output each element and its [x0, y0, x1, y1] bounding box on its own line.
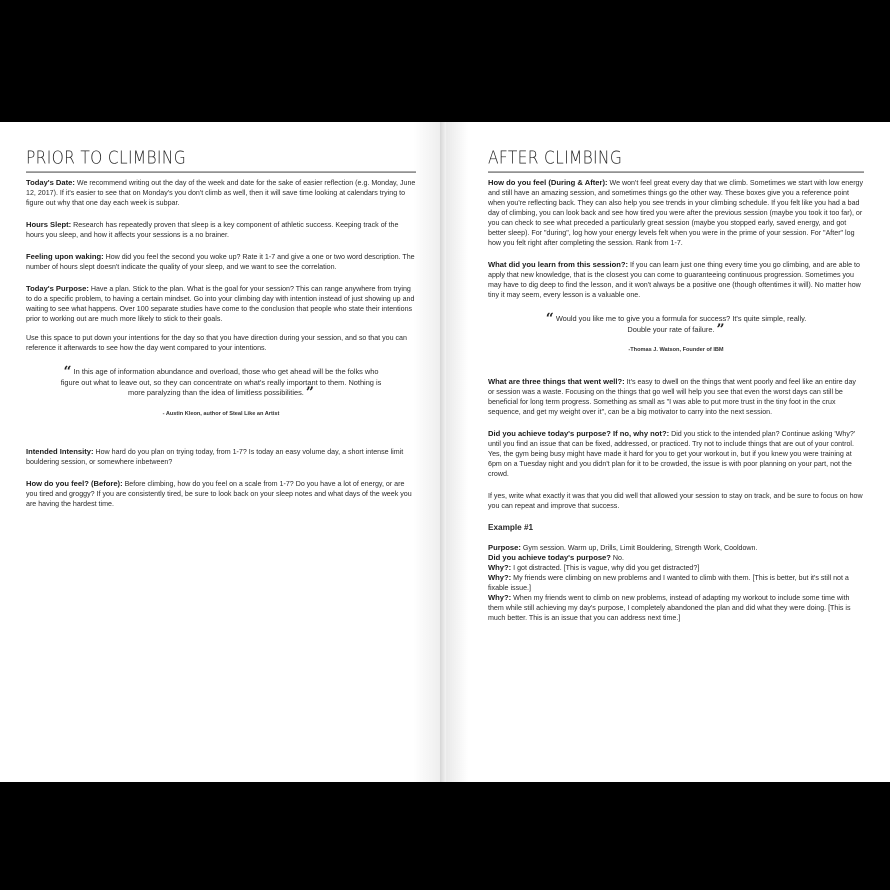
example-text: Gym session. Warm up, Drills, Limit Bouldering, Strength Work, Cooldown. [520, 544, 758, 552]
section-text: How did you feel the second you woke up? Rate it 1-7 and give a one or two word description. The number of hours slept doesn't indicate the quality of your sleep, and we want to see the correlation. [26, 253, 415, 271]
quote-attribution: - Austin Kleon, author of Steal Like an Artist [162, 410, 280, 417]
example-text: My friends were climbing on new problems and I wanted to climb with them. [This is better, but it's still not a fixable issue.] [488, 574, 849, 592]
section-todays-purpose [26, 284, 416, 324]
paragraph: If yes, write what exactly it was that you did well that allowed your session to stay on track, and be sure to focus on how you can repeat and improve that success. [488, 492, 863, 510]
section-how-do-you-feel-during-after [488, 178, 864, 248]
example-label: Why?: [488, 563, 512, 572]
section-label: Intended Intensity: [26, 446, 94, 456]
example-line [488, 543, 864, 553]
section-three-things-went-well [488, 377, 864, 417]
example-text: I got distracted. [This is vague, why did you get distracted?] [511, 564, 700, 572]
section-text: Have a plan. Stick to the plan. What is the goal for your session? This can range anywhere from trying to do a specific problem, to having a certain mindset. Go into your climbing day with intention instead of just showing up and waiting to see what happens. Over 100 separate studies have come to the conclusion that people who state their intentions prior to working out are much more likely to stick to their goals. [26, 285, 415, 323]
example-text: When my friends went to climb on new problems, instead of adapting my workout to include some time with them while still achieving my day's purpose, I completely abandoned the plan and did what they were doing. [This is much better. This is an issue that you can address next time.] [488, 594, 851, 622]
open-quote-icon: “ [545, 311, 554, 327]
section-what-did-you-learn [488, 260, 864, 300]
section-label: Today's Date: [26, 178, 75, 187]
section-text: We won't feel great every day that we climb. Sometimes we start with low energy and still have an amazing session, and sometimes things go the other way. These boxes give you a reference point when you're reflecting back. They can also help you see trends in your climbing schedule. If you felt like you had a bad day of climbing, you can look back and see how tired you were after the previous session (maybe you took it too far), or you can check to see what preceded a particularly great session (maybe you stopped early, saved energy, and got better sleep). For "during", log how your energy levels felt when you were in the prime of your session. For "After" log how you felt right after completing the session. Rank from 1-7. [488, 179, 864, 247]
example-label: Why?: [488, 573, 512, 582]
example-line [488, 593, 864, 623]
left-content [26, 178, 416, 509]
section-label: Hours Slept: [26, 220, 72, 229]
quote-block [26, 364, 416, 401]
example-text: No. [610, 554, 624, 562]
section-label: What are three things that went well?: [488, 377, 625, 386]
section-label: How do you feel? (Before): [26, 478, 123, 488]
left-page [0, 122, 440, 782]
quote-text: Would you like me to give you a formula for success? It's quite simple, really. Double your rate of failure. [553, 314, 807, 334]
example-line [488, 563, 864, 573]
section-intended-intensity [26, 447, 416, 467]
section-did-you-achieve-purpose [488, 429, 864, 479]
right-page [446, 122, 890, 782]
example-heading: Example #1 [488, 523, 534, 532]
section-text: If you can learn just one thing every time you go climbing, and are able to apply that new knowledge, that is the closest you can come to guaranteeing continuous progression. Sometimes you may have to dig deep to find the lesson, and it won't always be a positive one (though oftentimes it will). No matter how tiny it may seem, every lesson is a valuable one. [488, 261, 861, 299]
example-block [488, 543, 864, 623]
paragraph: Use this space to put down your intentions for the day so that you have direction during your session, and so that you can reference it afterwards to see how the day went compared to your intentions. [26, 334, 407, 352]
quote-attribution: -Thomas J. Watson, Founder of IBM [628, 347, 724, 353]
section-text: We recommend writing out the day of the week and date for the sake of easier reflection (e.g. Monday, June 12, 2017). If it's easier to see that on Monday's you don't climb as well, then it will save time looking at calendars trying to figure out why that one day each week is subpar. [26, 179, 416, 207]
open-quote-icon: “ [63, 364, 72, 380]
book-spread [0, 122, 890, 782]
section-label: What did you learn from this session?: [488, 260, 629, 269]
example-line [488, 553, 864, 563]
section-text: Research has repeatedly proven that sleep is a key component of athletic success. Keeping track of the hours you sleep, and how it affects your sessions is a no brainer. [26, 221, 399, 239]
section-label: Did you achieve today's purpose? If no, why not?: [488, 429, 670, 438]
section-todays-date [26, 178, 416, 208]
section-label: Feeling upon waking: [26, 252, 104, 261]
example-label: Did you achieve today's purpose? [488, 553, 611, 562]
example-label: Purpose: [488, 543, 521, 552]
section-label: How do you feel (During & After): [488, 178, 608, 187]
section-text: Before climbing, how do you feel on a scale from 1-7? Do you have a lot of energy, or are you tired and groggy? If you are consistently tired, be sure to look back on your sleep notes and what days of the week you are having the hardest time. [26, 479, 412, 508]
section-text: It's easy to dwell on the things that went poorly and feel like an entire day or session was a waste. Focusing on the things that go well will help you see that even the worst days can still be beneficial for long term progress. Something as small as "I was able to put more trust in the tiny foot in the crux sequence, and get my weight over it", can be a big motivator to carry into the next session. [488, 378, 856, 416]
close-quote-icon: ” [305, 385, 314, 401]
section-text: Did you stick to the intended plan? Continue asking 'Why?' until you find an issue that can be fixed, addressed, or practiced. Try not to include things that are out of your control. Yes, the gym being busy might have made it hard for you to get your workout in, but if you knew you were training at 6pm on a Tuesday night and you didn't plan for it to be crowded, the issue is with poor planning on your part, not the crowd. [488, 430, 856, 478]
example-label: Why?: [488, 593, 512, 602]
section-purpose-extra [26, 333, 416, 353]
example-line [488, 573, 864, 593]
close-quote-icon: ” [716, 321, 725, 338]
page-title: AFTER CLIMBING [488, 148, 864, 173]
section-hours-slept [26, 220, 416, 240]
page-title: PRIOR TO CLIMBING [26, 148, 416, 173]
section-if-yes [488, 491, 864, 511]
right-content [488, 178, 864, 623]
section-label: Today's Purpose: [26, 284, 89, 293]
quote-text: In this age of information abundance and overload, those who get ahead will be the folks who figure out what to leave out, so they can concentrate on what's really important to them. Nothing is more paralyzing than the idea of limitless possibilities. [60, 367, 382, 397]
section-text: How hard do you plan on trying today, from 1-7? Is today an easy volume day, a short intense limit bouldering session, or somewhere inbetween? [26, 447, 404, 466]
section-feeling-upon-waking [26, 252, 416, 272]
quote-block [488, 311, 864, 338]
section-how-do-you-feel-before [26, 479, 416, 509]
